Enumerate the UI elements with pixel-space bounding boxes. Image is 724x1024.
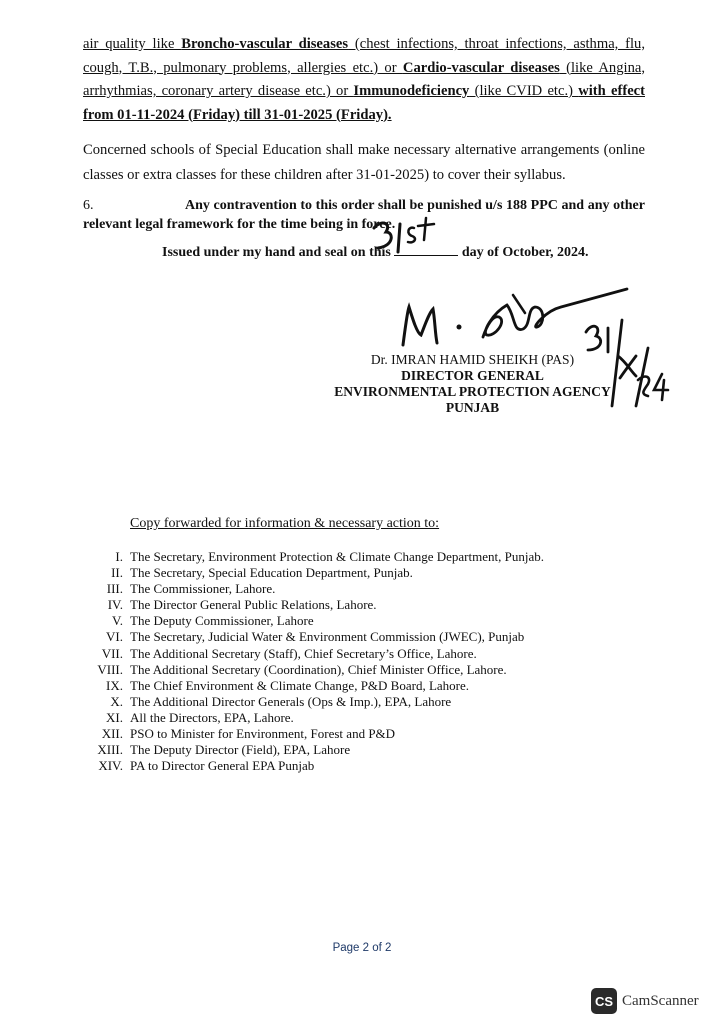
list-item — [80, 726, 640, 742]
list-item-number: XIII. — [97, 742, 123, 758]
list-item-number: VII. — [101, 645, 123, 661]
signatory-name: Dr. IMRAN HAMID SHEIKH (PAS) — [370, 352, 575, 367]
list-item — [80, 742, 640, 758]
list-item-text: The Secretary, Environment Protection & Climate Change Department, Punjab. — [130, 549, 544, 564]
paragraph-contravention — [83, 196, 645, 234]
list-item-text: The Additional Secretary (Staff), Chief Secretary’s Office, Lahore. — [130, 645, 477, 661]
list-item-number: IX. — [106, 677, 123, 693]
camscanner-logo-icon: CS — [591, 988, 617, 1014]
para1-text-4: (like CVID etc.) — [469, 83, 579, 99]
list-item-number: VI. — [106, 629, 123, 645]
list-item — [80, 694, 640, 710]
list-item-text: All the Directors, EPA, Lahore. — [130, 709, 294, 725]
list-item-text: The Secretary, Judicial Water & Environment Commission (JWEC), Punjab — [130, 629, 525, 645]
list-item-text: The Deputy Director (Field), EPA, Lahore — [130, 742, 351, 758]
list-item — [80, 678, 640, 694]
para1-bold-dates: with effect from 01-11-2024 (Friday) till 31-01-2025 (Friday). — [83, 83, 646, 123]
copy-forwarded-heading: Copy forwarded for information & necessary action to: — [130, 516, 440, 531]
para1-text-3: (like Angina, arrhythmias, coronary artery disease etc.) or — [83, 59, 645, 99]
list-item-number: III. — [106, 581, 123, 597]
list-item — [80, 629, 640, 645]
list-item — [80, 758, 640, 774]
list-item — [80, 710, 640, 726]
list-item-text: The Additional Director Generals (Ops & Imp.), EPA, Lahore — [130, 693, 452, 709]
issued-suffix: day of October, 2024. — [461, 245, 589, 260]
list-item-number: VIII. — [97, 661, 123, 677]
list-item — [80, 662, 640, 678]
copy-forwarded-list — [80, 549, 640, 774]
list-item-number: XI. — [106, 709, 123, 725]
paragraph-special-education: Concerned schools of Special Education shall make necessary alternative arrangements (online classes or extra classes for these children after 31-01-2025) to cover their syllabus. — [83, 142, 645, 183]
para1-text-1: air quality like — [83, 36, 182, 52]
para1-bold-immuno: Immunodeficiency — [353, 83, 470, 99]
list-item-number: XII. — [101, 726, 123, 742]
list-item-text: The Director General Public Relations, Lahore. — [130, 597, 377, 613]
camscanner-watermark — [591, 988, 699, 1014]
list-item — [80, 549, 640, 565]
list-item-number: X. — [110, 693, 123, 709]
list-item — [80, 646, 640, 662]
list-item-number: I. — [115, 549, 123, 564]
signatory-province: PUNJAB — [445, 400, 500, 415]
paragraph-contravention-text: Any contravention to this order shall be punished u/s 188 PPC and any other relevant legal framework for the time being in force. — [83, 198, 645, 232]
para1-text-2: (chest infections, throat infections, asthma, flu, cough, T.B., pulmonary problems, allergies etc.) or — [83, 36, 645, 76]
issued-prefix: Issued under my hand and seal on this — [162, 245, 391, 260]
list-item-number: V. — [112, 613, 123, 629]
signatory-title: DIRECTOR GENERAL — [401, 368, 544, 383]
camscanner-text: CamScanner — [622, 992, 699, 1009]
list-item-text: The Chief Environment & Climate Change, P&D Board, Lahore. — [130, 677, 470, 693]
page-number: Page 2 of 2 — [332, 942, 392, 954]
list-item — [80, 597, 640, 613]
list-item-text: The Deputy Commissioner, Lahore — [130, 613, 314, 629]
list-item-number: IV. — [107, 597, 123, 613]
list-item-text: The Secretary, Special Education Department, Punjab. — [130, 565, 413, 581]
paragraph-number: 6. — [83, 198, 94, 213]
list-item-text: PA to Director General EPA Punjab — [130, 758, 315, 774]
list-item-text: The Commissioner, Lahore. — [130, 581, 276, 597]
list-item-number: II. — [111, 565, 123, 581]
paragraph-health-conditions — [83, 33, 645, 127]
para1-bold-broncho: Broncho-vascular diseases — [181, 36, 349, 52]
signatory-agency: ENVIRONMENTAL PROTECTION AGENCY — [334, 384, 611, 399]
list-item — [80, 581, 640, 597]
para1-bold-cardio: Cardio-vascular diseases — [402, 59, 560, 76]
handwritten-day — [370, 216, 440, 260]
list-item — [80, 565, 640, 581]
list-item-text: PSO to Minister for Environment, Forest and P&D — [130, 726, 396, 742]
list-item-text: The Additional Secretary (Coordination), Chief Minister Office, Lahore. — [130, 661, 507, 677]
list-item-number: XIV. — [98, 758, 123, 774]
list-item — [80, 613, 640, 629]
signature-block — [300, 352, 645, 416]
